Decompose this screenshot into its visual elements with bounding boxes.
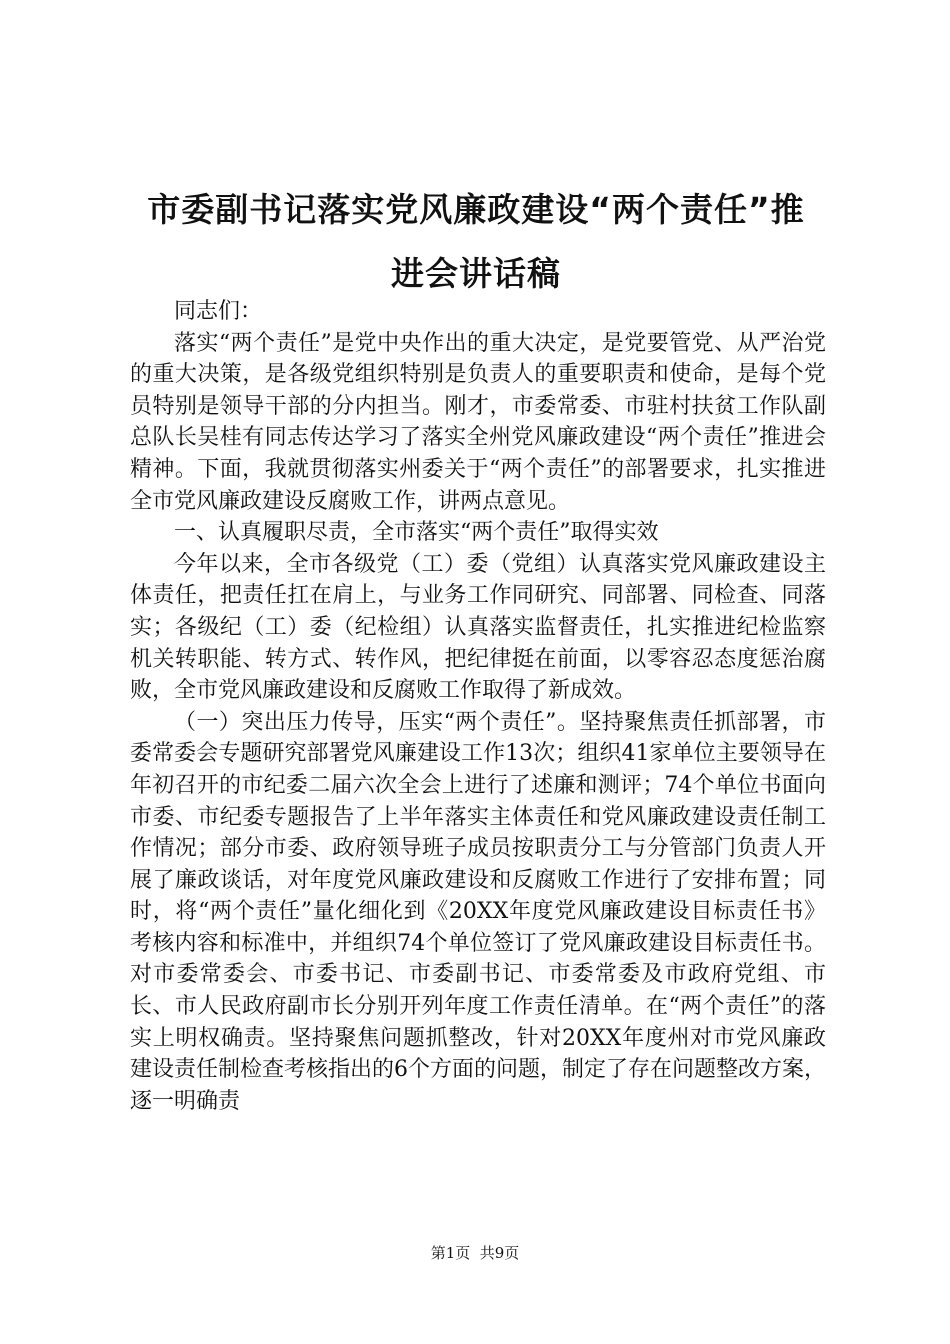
paragraph-subsection-1: （一）突出压力传导，压实“两个责任”。坚持聚焦责任抓部署，市委常委会专题研究部署党风廉建设工作13次；组织41家单位主要领导在年初召开的市纪委二届六次全会上进行了述廉和测评；74个单位书面向市委、市纪委专题报告了上半年落实主体责任和党风廉政建设责任制工作情况；部分市委、政府领导班子成员按职责分工与分管部门负责人开展了廉政谈话，对年度党风廉政建设和反腐败工作进行了安排布置；同时，将“两个责任”量化细化到《20XX年度党风廉政建设目标责任书》考核内容和标准中，并组织74个单位签订了党风廉政建设目标责任书。对市委常委会、市委书记、市委副书记、市委常委及市政府党组、市长、市人民政府副市长分别开列年度工作责任清单。在“两个责任”的落实上明权确责。坚持聚焦问题抓整改，针对20XX年度州对市党风廉政建设责任制检查考核指出的6个方面的问题，制定了存在问题整改方案，逐一明确责 [130, 709, 826, 1114]
document-title [120, 178, 832, 306]
document-body [130, 296, 826, 1117]
section-heading-1: 一、认真履职尽责，全市落实“两个责任”取得实效 [174, 520, 659, 546]
title-line-2: 进会讲话稿 [391, 254, 561, 293]
title-line-1: 市委副书记落实党风廉政建设“两个责任”推 [147, 190, 805, 229]
salutation: 同志们： [174, 299, 263, 324]
page-number: 第1页 共9页 [430, 1244, 520, 1262]
page-footer [0, 1243, 950, 1263]
paragraph-achievements: 今年以来，全市各级党（工）委（党组）认真落实党风廉政建设主体责任，把责任扛在肩上，与业务工作同研究、同部署、同检查、同落实；各级纪（工）委（纪检组）认真落实监督责任，扎实推进纪检监察机关转职能、转方式、转作风，把纪律挺在前面，以零容忍态度惩治腐败，全市党风廉政建设和反腐败工作取得了新成效。 [130, 551, 826, 704]
paragraph-intro: 落实“两个责任”是党中央作出的重大决定，是党要管党、从严治党的重大决策，是各级党组织特别是负责人的重要职责和使命，是每个党员特别是领导干部的分内担当。刚才，市委常委、市驻村扶贫工作队副总队长吴桂有同志传达学习了落实全州党风廉政建设“两个责任”推进会精神。下面，我就贯彻落实州委关于“两个责任”的部署要求，扎实推进全市党风廉政建设反腐败工作，讲两点意见。 [130, 330, 826, 514]
